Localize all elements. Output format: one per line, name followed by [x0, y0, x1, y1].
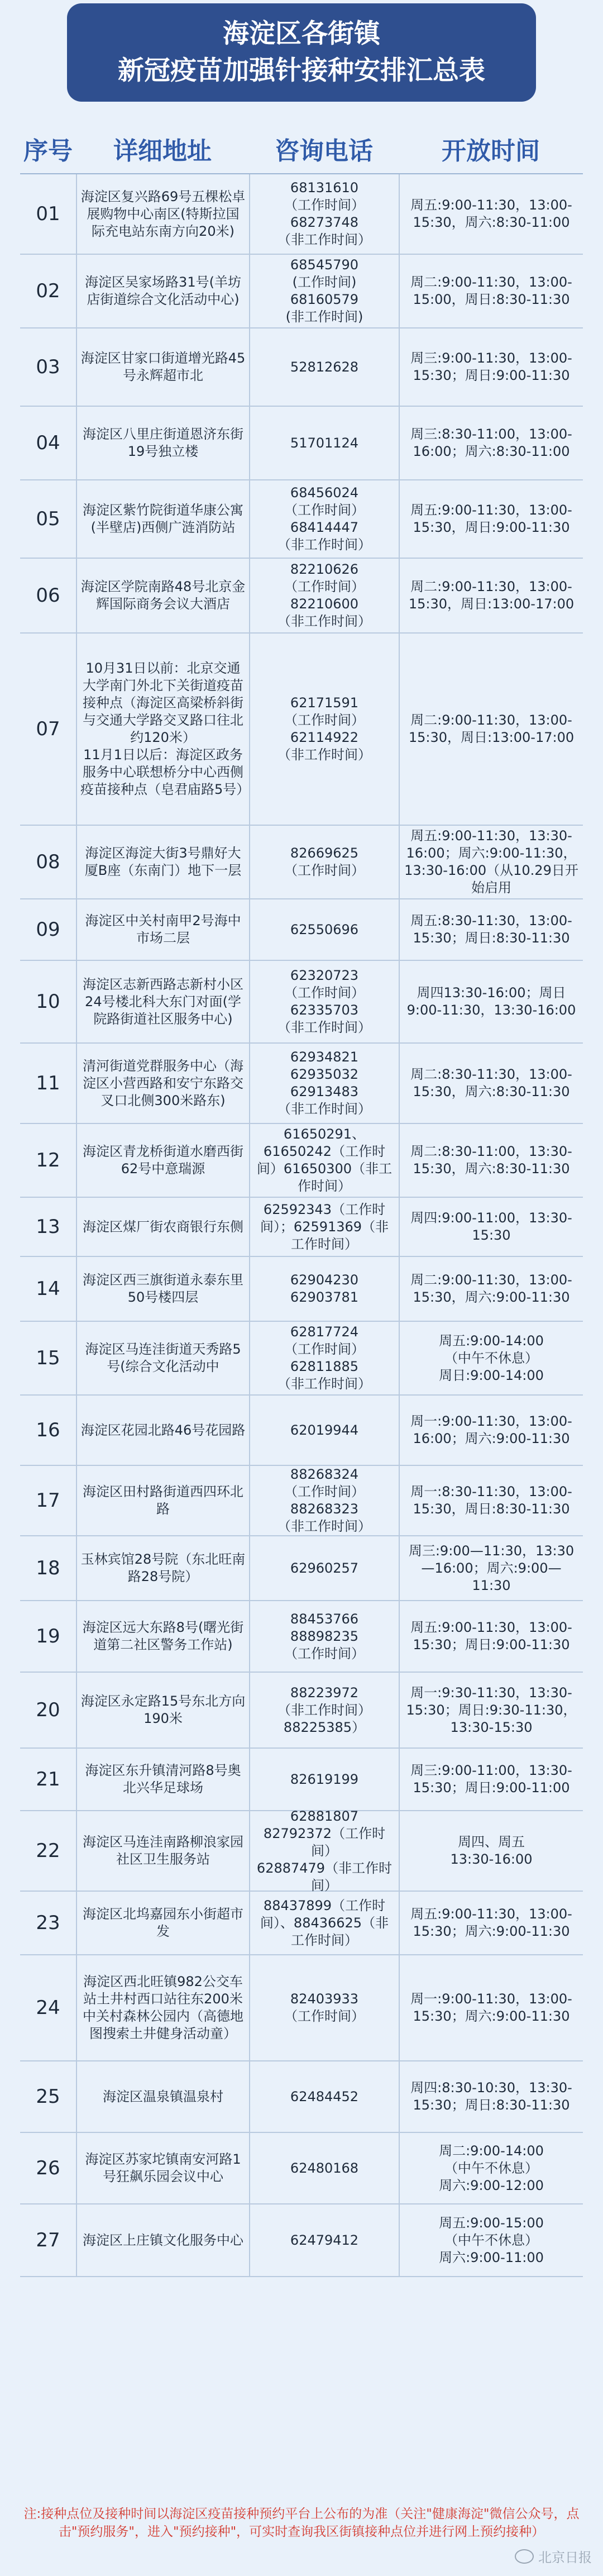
row-address: 海淀区远大东路8号(曙光街道第二社区警务工作站)	[76, 1601, 249, 1672]
row-address: 海淀区学院南路48号北京金辉国际商务会议大酒店	[76, 559, 249, 632]
row-phone: 62019944	[249, 1396, 399, 1465]
table-row	[20, 1673, 583, 1749]
row-number: 13	[36, 1215, 60, 1238]
footnote: 注:接种点位及接种时间以海淀区疫苗接种预约平台上公布的为准（关注"健康海淀"微信公众号，点击"预约服务"，进入"预约接种"，可实时查询我区街镇接种点位并进行网上预约接种）	[23, 2507, 580, 2539]
wechat-icon	[515, 2549, 534, 2564]
row-hours: 周一:8:30-11:30，13:00-15:30，周日:8:30-11:30	[399, 1466, 583, 1535]
row-number: 21	[36, 1768, 60, 1791]
row-number: 18	[36, 1556, 60, 1579]
row-phone: 62881807 82792372（工作时间） 62887479（非工作时间）	[249, 1811, 399, 1891]
row-phone: 62592343（工作时间）；62591369（非工作时间）	[249, 1198, 399, 1256]
row-address: 海淀区温泉镇温泉村	[76, 2061, 249, 2132]
row-hours: 周四13:30-16:00；周日9:00-11:30，13:30-16:00	[399, 961, 583, 1042]
table-row	[20, 826, 583, 899]
table-row	[20, 1198, 583, 1257]
table-row	[20, 255, 583, 328]
header-hours: 开放时间	[442, 137, 540, 165]
table-row	[20, 1892, 583, 1955]
table-row	[20, 961, 583, 1044]
table-row	[20, 480, 583, 559]
row-hours: 周二:8:30-11:30，13:00-15:30，周六:8:30-11:30	[399, 1044, 583, 1123]
table-row	[20, 1257, 583, 1322]
row-hours: 周三:9:00—11:30，13:30—16:00；周六:9:00—11:30	[399, 1536, 583, 1600]
row-number: 24	[36, 1996, 60, 2019]
header-address: 详细地址	[113, 137, 212, 165]
header-number: 序号	[23, 137, 73, 165]
row-address: 海淀区上庄镇文化服务中心	[76, 2204, 249, 2276]
row-number: 17	[36, 1489, 60, 1512]
row-hours: 周二:9:00-11:30，13:00-15:30，周日:13:00-17:00	[399, 634, 583, 825]
row-address: 海淀区甘家口街道增光路45号永辉超市北	[76, 328, 249, 406]
header-phone: 咨询电话	[275, 137, 373, 165]
row-number: 27	[36, 2229, 60, 2251]
row-hours: 周五:9:00-11:30，13:00-15:30，周六:8:30-11:00	[399, 174, 583, 254]
row-phone: 68131610 （工作时间） 68273748 （非工作时间）	[249, 174, 399, 254]
table-row	[20, 1396, 583, 1466]
row-hours: 周五:9:00-14:00 （中午不休息） 周日:9:00-14:00	[399, 1322, 583, 1394]
table-body	[20, 174, 583, 2277]
row-address: 海淀区西三旗街道永泰东里50号楼四层	[76, 1257, 249, 1321]
row-hours: 周一:9:00-11:30，13:00-15:30；周六:9:00-11:30	[399, 1955, 583, 2060]
table-row	[20, 1536, 583, 1601]
row-phone: 62817724 （工作时间） 62811885 （非工作时间）	[249, 1322, 399, 1394]
row-number: 20	[36, 1698, 60, 1721]
row-phone: 62320723 （工作时间） 62335703 （非工作时间）	[249, 961, 399, 1042]
row-hours: 周五:9:00-11:30，13:30-16:00；周六:9:00-11:30，13:30-16:00（从10.29日开始启用	[399, 826, 583, 898]
row-number: 06	[36, 584, 60, 607]
table-row	[20, 2204, 583, 2277]
table-row	[20, 1749, 583, 1811]
watermark	[515, 2546, 592, 2566]
row-number: 04	[36, 431, 60, 454]
table-row	[20, 174, 583, 255]
row-phone: 62480168	[249, 2133, 399, 2203]
row-phone: 52812628	[249, 328, 399, 406]
row-phone: 62171591 （工作时间） 62114922 （非工作时间）	[249, 634, 399, 825]
row-phone: 68545790 (工作时间) 68160579 (非工作时间)	[249, 255, 399, 327]
row-phone: 88437899（工作时间）、88436625（非工作时间）	[249, 1892, 399, 1954]
row-number: 02	[36, 279, 60, 302]
row-phone: 62960257	[249, 1536, 399, 1600]
table-row	[20, 407, 583, 480]
row-address: 海淀区永定路15号东北方向190米	[76, 1673, 249, 1748]
row-address: 清河街道党群服务中心（海淀区小营西路和安宁东路交叉口北侧300米路东)	[76, 1044, 249, 1123]
row-address: 海淀区马连洼南路柳浪家园社区卫生服务站	[76, 1811, 249, 1891]
table-row	[20, 1124, 583, 1198]
row-hours: 周二:9:00-11:30，13:00-15:00，周日:8:30-11:30	[399, 255, 583, 327]
row-number: 09	[36, 918, 60, 941]
row-phone: 82210626 （工作时间） 82210600 （非工作时间）	[249, 559, 399, 632]
row-address: 海淀区中关村南甲2号海中市场二层	[76, 899, 249, 960]
row-hours: 周五:9:00-15:00 （中午不休息） 周六:9:00-11:00	[399, 2204, 583, 2276]
table-row	[20, 1955, 583, 2061]
row-hours: 周三:8:30-11:00，13:00-16:00；周六:8:30-11:00	[399, 407, 583, 479]
table-row	[20, 1466, 583, 1536]
title-line-2: 新冠疫苗加强针接种安排汇总表	[118, 55, 485, 86]
row-hours: 周二:8:30-11:00，13:30-15:30，周六:8:30-11:30	[399, 1124, 583, 1197]
row-phone: 51701124	[249, 407, 399, 479]
table-header	[20, 124, 583, 174]
row-hours: 周五:9:00-11:30，13:00-15:30；周六:9:00-11:30	[399, 1892, 583, 1954]
row-hours: 周三:9:00-11:30，13:00-15:30；周日:9:00-11:30	[399, 328, 583, 406]
row-hours: 周五:9:00-11:30，13:00-15:30；周日:9:00-11:30	[399, 1601, 583, 1672]
row-phone: 68456024 （工作时间） 68414447 （非工作时间）	[249, 480, 399, 558]
table-row	[20, 328, 583, 407]
row-phone: 62904230 62903781	[249, 1257, 399, 1321]
row-phone: 88268324 （工作时间） 88268323 （非工作时间）	[249, 1466, 399, 1535]
row-address: 海淀区海淀大街3号鼎好大厦B座（东南门）地下一层	[76, 826, 249, 898]
row-address: 海淀区东升镇清河路8号奥北兴华足球场	[76, 1749, 249, 1810]
table-row	[20, 2133, 583, 2204]
row-phone: 62484452	[249, 2061, 399, 2132]
row-number: 25	[36, 2085, 60, 2108]
row-address: 海淀区青龙桥街道水磨西街62号中意瑞源	[76, 1124, 249, 1197]
row-address: 海淀区马连洼街道天秀路5号(综合文化活动中	[76, 1322, 249, 1394]
row-address: 玉林宾馆28号院（东北旺南路28号院）	[76, 1536, 249, 1600]
table-row	[20, 559, 583, 634]
watermark-text: 北京日报	[538, 2550, 592, 2565]
row-hours: 周二:9:00-11:30，13:00-15:30，周六:9:00-11:30	[399, 1257, 583, 1321]
row-phone: 62550696	[249, 899, 399, 960]
row-phone: 88223972 （非工作时间） 88225385）	[249, 1673, 399, 1748]
row-phone: 82619199	[249, 1749, 399, 1810]
table-row	[20, 1322, 583, 1396]
row-hours: 周四、周五 13:30-16:00	[399, 1811, 583, 1891]
title-line-1: 海淀区各街镇	[223, 18, 380, 49]
row-number: 03	[36, 355, 60, 378]
row-hours: 周一:9:00-11:30，13:00-16:00；周六:9:00-11:30	[399, 1396, 583, 1465]
row-address: 海淀区紫竹院街道华康公寓(半壁店)西侧广涟消防站	[76, 480, 249, 558]
row-address: 海淀区志新西路志新村小区24号楼北科大东门对面(学院路街道社区服务中心)	[76, 961, 249, 1042]
row-phone: 82669625 （工作时间）	[249, 826, 399, 898]
row-address: 海淀区吴家场路31号(羊坊店街道综合文化活动中心)	[76, 255, 249, 327]
row-address: 海淀区田村路街道西四环北路	[76, 1466, 249, 1535]
row-number: 15	[36, 1346, 60, 1369]
row-number: 14	[36, 1277, 60, 1300]
row-phone: 62479412	[249, 2204, 399, 2276]
table-row	[20, 634, 583, 826]
row-hours: 周四:8:30-10:30，13:30-15:30；周日:8:30-11:30	[399, 2061, 583, 2132]
row-number: 08	[36, 850, 60, 873]
row-phone: 82403933 （工作时间）	[249, 1955, 399, 2060]
row-phone: 62934821 62935032 62913483 （非工作时间）	[249, 1044, 399, 1123]
row-phone: 61650291、61650242（工作时间）61650300（非工作时间）	[249, 1124, 399, 1197]
row-number: 23	[36, 1911, 60, 1934]
row-hours: 周四:9:00-11:00，13:30-15:30	[399, 1198, 583, 1256]
row-hours: 周五:9:00-11:30，13:00-15:30，周日:9:00-11:30	[399, 480, 583, 558]
table-row	[20, 2061, 583, 2133]
table-row	[20, 1808, 583, 1893]
row-hours: 周二:9:00-11:30，13:00-15:30，周日:13:00-17:00	[399, 559, 583, 632]
row-number: 26	[36, 2156, 60, 2179]
row-address: 海淀区八里庄街道恩济东街19号独立楼	[76, 407, 249, 479]
row-number: 19	[36, 1625, 60, 1648]
row-hours: 周三:9:00-11:00，13:30-15:30；周日:9:00-11:00	[399, 1749, 583, 1810]
row-number: 10	[36, 990, 60, 1013]
row-address: 海淀区北坞嘉园东小街超市发	[76, 1892, 249, 1954]
row-number: 12	[36, 1149, 60, 1172]
row-address: 海淀区花园北路46号花园路	[76, 1396, 249, 1465]
row-address: 海淀区煤厂街农商银行东侧	[76, 1198, 249, 1256]
table-row	[20, 1601, 583, 1673]
row-number: 16	[36, 1418, 60, 1441]
row-hours: 周一:9:30-11:30，13:30-15:30；周日:9:30-11:30，13:30-15:30	[399, 1673, 583, 1748]
row-number: 07	[36, 717, 60, 740]
row-number: 11	[36, 1072, 60, 1094]
row-address: 海淀区苏家坨镇南安河路1号狂飙乐园会议中心	[76, 2133, 249, 2203]
row-number: 05	[36, 507, 60, 530]
row-address: 海淀区西北旺镇982公交车站土井村西口站往东200米中关村森林公园内（高德地图搜索土井健身活动童）	[76, 1955, 249, 2060]
title-banner	[67, 3, 536, 102]
row-address: 10月31日以前：北京交通大学南门外北下关街道疫苗接种点（海淀区高梁桥斜街与交通大学路交叉路口往北约120米） 11月1日以后：海淀区政务服务中心联想桥分中心西侧疫苗接种点（皂君庙路5号）	[76, 634, 249, 825]
row-number: 01	[36, 202, 60, 225]
row-phone: 88453766 88898235 （工作时间）	[249, 1601, 399, 1672]
row-number: 22	[36, 1839, 60, 1862]
row-hours: 周二:9:00-14:00 （中午不休息） 周六:9:00-12:00	[399, 2133, 583, 2203]
row-address: 海淀区复兴路69号五棵松卓展购物中心南区(特斯拉国际充电站东南方向20米)	[76, 174, 249, 254]
table-row	[20, 899, 583, 961]
row-hours: 周五:8:30-11:30，13:00-15:30；周日:8:30-11:30	[399, 899, 583, 960]
table-row	[20, 1044, 583, 1124]
